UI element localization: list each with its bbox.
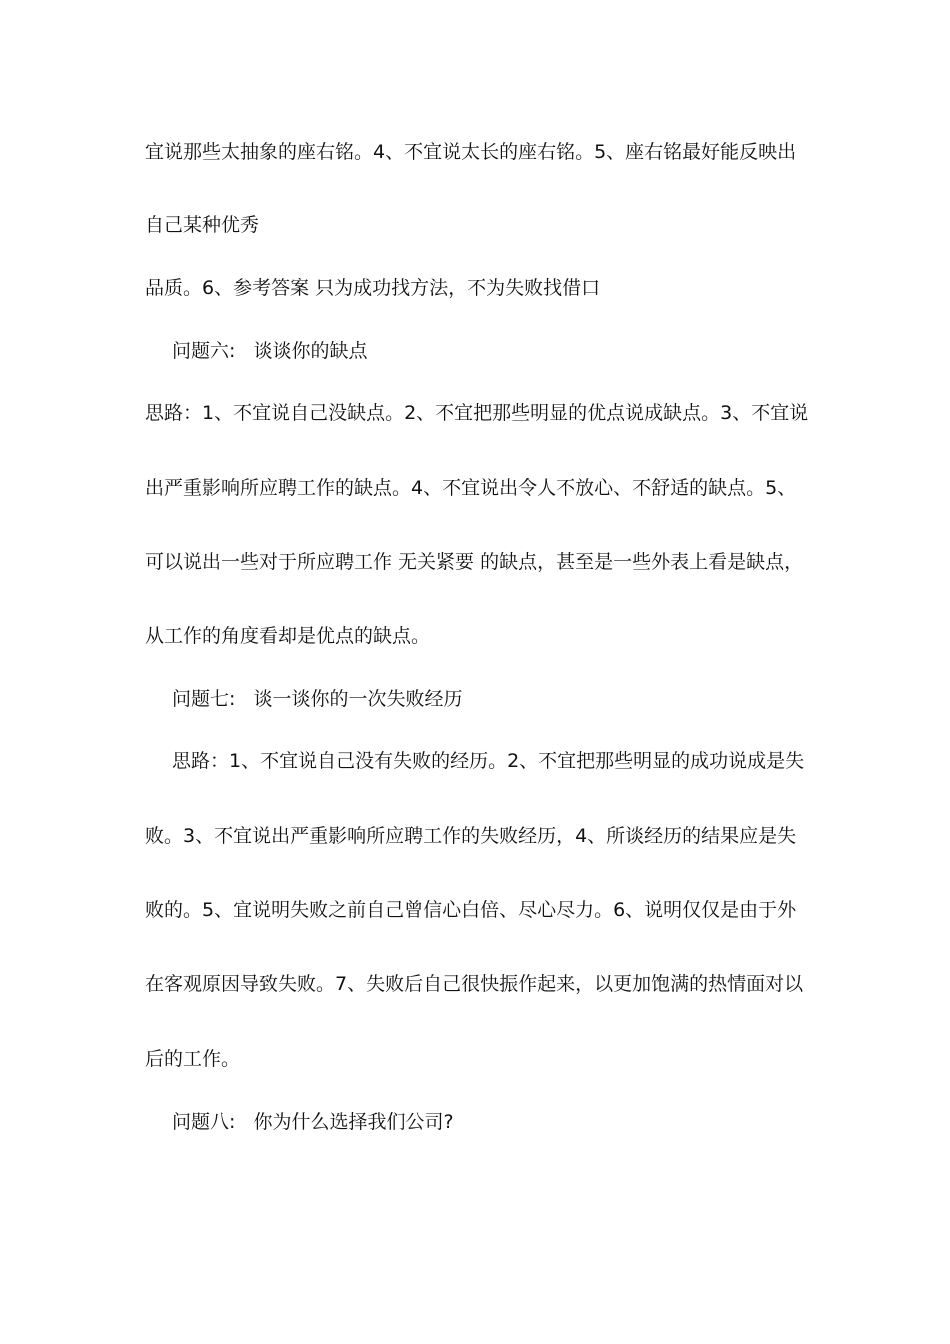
paragraph-line: 从工作的角度看却是优点的缺点。 — [145, 625, 431, 647]
paragraph-line: 宜说那些太抽象的座右铭。4、不宜说太长的座右铭。5、座右铭最好能反映出 — [145, 141, 797, 163]
paragraph-line: 在客观原因导致失败。7、失败后自己很快振作起来，以更加饱满的热情面对以 — [145, 973, 804, 995]
paragraph-line: 品质。6、参考答案 只为成功找方法，不为失败找借口 — [145, 277, 601, 299]
question-heading: 问题八: 你为什么选择我们公司? — [172, 1111, 454, 1133]
question-heading: 问题七: 谈一谈你的一次失败经历 — [172, 688, 463, 710]
question-heading: 问题六: 谈谈你的缺点 — [172, 340, 368, 362]
paragraph-line: 思路：1、不宜说自己没有失败的经历。2、不宜把那些明显的成功说成是失 — [172, 750, 805, 772]
paragraph-line: 思路：1、不宜说自己没缺点。2、不宜把那些明显的优点说成缺点。3、不宜说 — [145, 402, 809, 424]
paragraph-line: 后的工作。 — [145, 1048, 241, 1070]
paragraph-line: 自己某种优秀 — [145, 214, 260, 236]
paragraph-line: 败的。5、宜说明失败之前自己曾信心白倍、尽心尽力。6、说明仅仅是由于外 — [145, 899, 797, 921]
paragraph-line: 败。3、不宜说出严重影响所应聘工作的失败经历，4、所谈经历的结果应是失 — [145, 825, 797, 847]
paragraph-line: 出严重影响所应聘工作的缺点。4、不宜说出令人不放心、不舒适的缺点。5、 — [145, 477, 797, 499]
paragraph-line: 可以说出一些对于所应聘工作 无关紧要 的缺点，甚至是一些外表上看是缺点， — [145, 551, 804, 573]
